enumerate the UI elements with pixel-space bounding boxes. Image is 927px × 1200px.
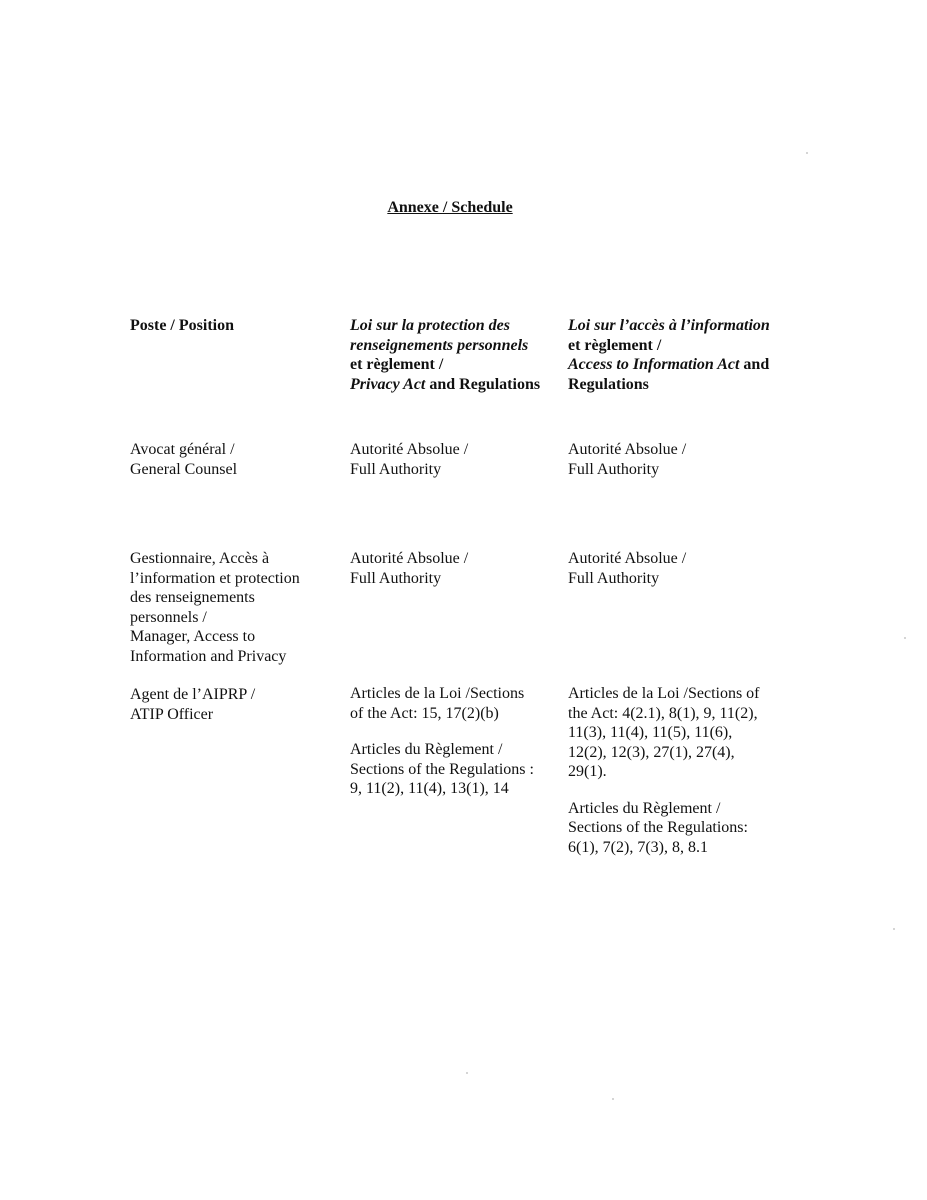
sections-line: 11(3), 11(4), 11(5), 11(6),: [568, 724, 733, 741]
row-general-counsel-privacy: [350, 440, 555, 479]
row-atip-manager-privacy: [350, 549, 555, 588]
header-privacy-line4: [350, 375, 555, 395]
row-general-counsel-atia: [568, 440, 793, 479]
sections-line: Articles de la Loi /Sections of: [568, 685, 760, 702]
row-atip-manager-position: [130, 549, 330, 666]
position-line: Gestionnaire, Accès à: [130, 550, 270, 567]
header-privacy-act: [350, 316, 555, 394]
authority-line: Full Authority: [568, 460, 660, 478]
sections-line: the Act: 4(2.1), 8(1), 9, 11(2),: [568, 704, 758, 722]
sections-line: 6(1), 7(2), 7(3), 8, 8.1: [568, 838, 708, 856]
header-privacy-line3: et règlement /: [350, 356, 444, 373]
sections-line: 9, 11(2), 11(4), 13(1), 14: [350, 780, 509, 797]
header-position-label: Poste / Position: [130, 317, 234, 334]
sections-line: of the Act: 15, 17(2)(b): [350, 704, 499, 722]
position-line: Information and Privacy: [130, 647, 287, 665]
scan-speck: [466, 1072, 468, 1074]
row-atip-officer-atia: [568, 684, 793, 857]
privacy-act-sections: [350, 684, 555, 723]
position-line: personnels /: [130, 608, 207, 626]
privacy-regulation-sections: [350, 740, 555, 799]
atia-regulation-sections: [568, 799, 793, 858]
header-atia-line3: [568, 355, 793, 375]
sections-line: Sections of the Regulations:: [568, 819, 748, 836]
header-atia-line2: et règlement /: [568, 336, 662, 354]
scan-speck: [893, 928, 895, 930]
position-line: General Counsel: [130, 460, 238, 478]
sections-line: 29(1).: [568, 763, 607, 780]
position-line: Avocat général /: [130, 441, 235, 458]
authority-line: Full Authority: [350, 460, 442, 478]
sections-line: Articles de la Loi /Sections: [350, 685, 525, 702]
header-privacy-line2: renseignements personnels: [350, 336, 529, 354]
header-atia-and: and: [739, 356, 770, 373]
header-atia-line1: Loi sur l’accès à l’information: [568, 317, 770, 334]
header-privacy-line1: Loi sur la protection des: [350, 317, 511, 334]
atia-act-sections: [568, 684, 793, 782]
position-line: des renseignements: [130, 589, 255, 606]
scan-speck: [806, 152, 808, 154]
position-line: l’information et protection: [130, 569, 300, 587]
authority-line: Autorité Absolue /: [350, 441, 469, 458]
authority-line: Full Authority: [568, 569, 660, 587]
row-atip-officer-privacy: [350, 684, 555, 799]
authority-line: Autorité Absolue /: [350, 550, 469, 567]
sections-line: Articles du Règlement /: [568, 799, 721, 817]
authority-line: Autorité Absolue /: [568, 550, 687, 567]
schedule-title: Annexe / Schedule: [387, 199, 513, 216]
position-line: Manager, Access to: [130, 628, 256, 645]
header-atia-act-name: Access to Information Act: [568, 356, 740, 373]
header-position: [130, 316, 330, 336]
row-atip-officer-position: [130, 685, 330, 724]
sections-line: Articles du Règlement /: [350, 741, 503, 758]
header-atia-line4: Regulations: [568, 375, 649, 393]
header-privacy-act-name: Privacy Act: [350, 375, 426, 393]
header-access-act: [568, 316, 793, 394]
authority-line: Autorité Absolue /: [568, 441, 687, 458]
authority-line: Full Authority: [350, 569, 442, 587]
position-line: ATIP Officer: [130, 705, 214, 723]
sections-line: 12(2), 12(3), 27(1), 27(4),: [568, 743, 735, 761]
header-privacy-regulations: and Regulations: [425, 375, 541, 393]
scan-speck: [612, 1098, 614, 1100]
scan-speck: [904, 637, 906, 639]
sections-line: Sections of the Regulations :: [350, 760, 534, 778]
position-line: Agent de l’AIPRP /: [130, 686, 256, 703]
row-atip-manager-atia: [568, 549, 793, 588]
row-general-counsel-position: [130, 440, 330, 479]
